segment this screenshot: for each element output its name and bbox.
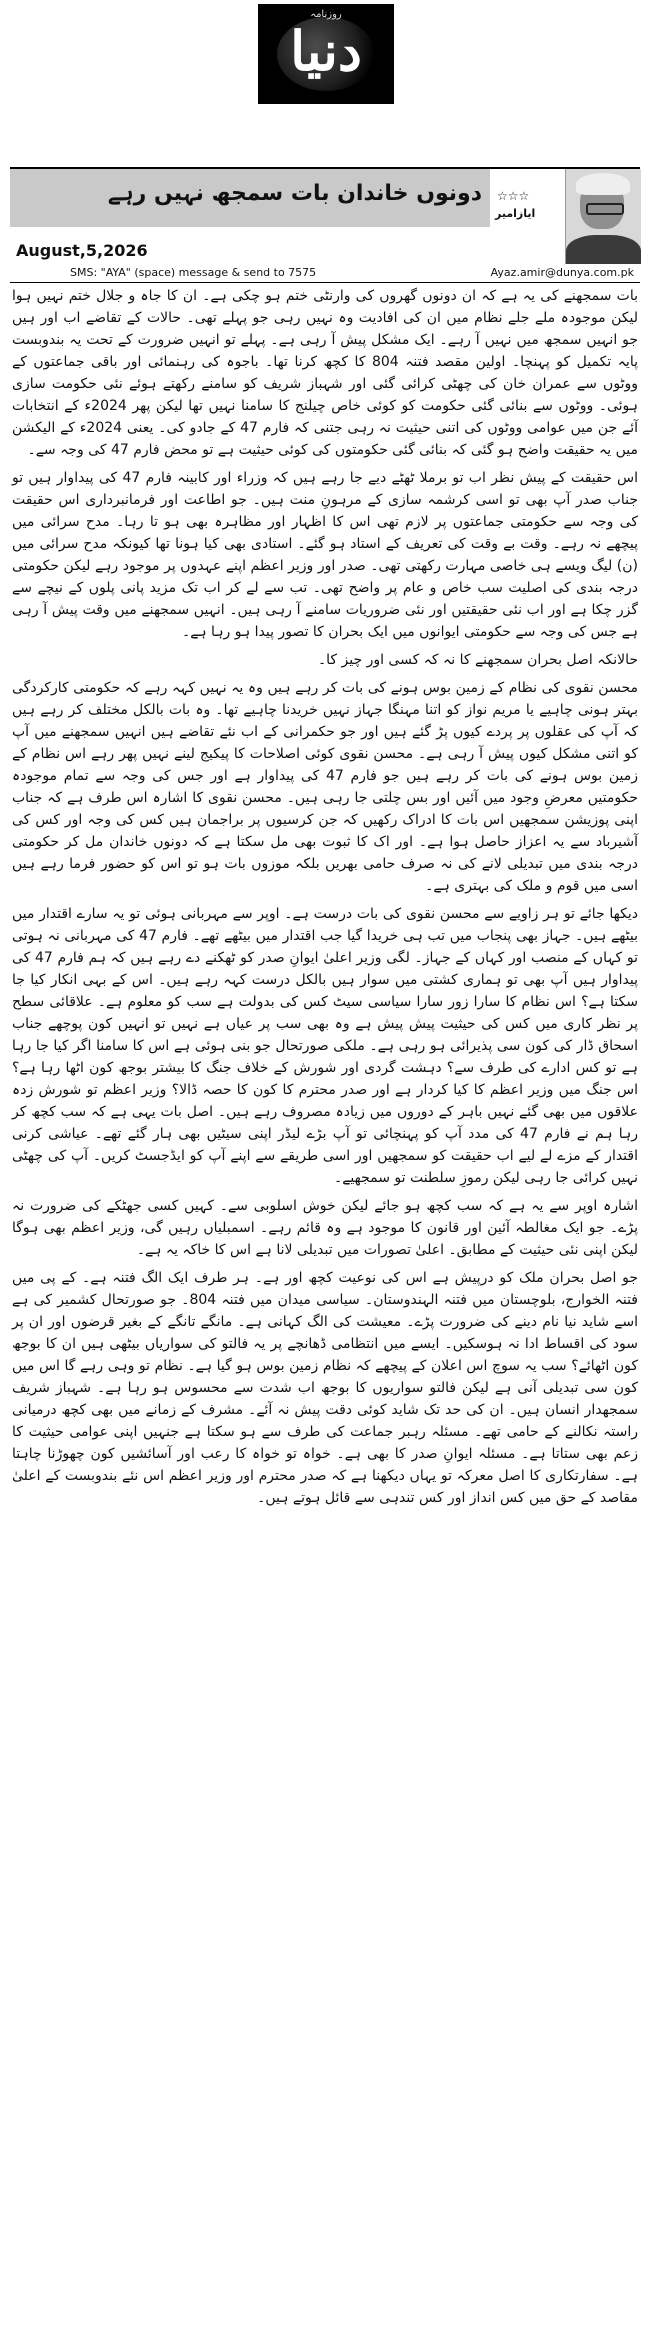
paragraph: اس حقیقت کے پیش نظر اب تو برملا ٹھٹے دیے جا رہے ہیں کہ وزراء اور کابینہ فارم 47 کی پیداوار ہیں تو جناب صدر آپ بھی تو اسی کرشمہ سازی کے مرہونِ منت ہیں۔ جو اطاعت اور فرمانبرداری اس حقیقت کی وجہ سے حکومتی جماعتوں پر لازم تھی اس کا اظہار اور مظاہرہ بھی ہو تا رہا۔ مدح سرائی میں پیچھے نہ رہے۔ وقت بے وقت کی تعریف کے استاد ہو گئے۔ استادی بھی کیا ہونا تھا کیونکہ مدح سرائی میں (ن) لیگ ویسے ہی خاصی مہارت رکھتی تھی۔ صدر اور وزیر اعظم اپنے عہدوں پر موجود رہے لیکن حکومتی درجہ بندی کی اصلیت سب خاص و عام پر واضح تھی۔ تب سے لے کر اب تک مزید پانی پلوں کے نیچے سے گزر چکا ہے اور اب نئی حقیقتیں اور نئی ضروریات سامنے آ رہی ہیں۔ انہیں سمجھنے میں وقت پیش آ رہی ہے جس کی وجہ سے حکومتی ایوانوں میں ایک بحران کا تصور پیدا ہو رہا ہے۔ [12,470,639,640]
headline-banner [10,169,490,260]
photo-glasses [586,203,624,215]
author-name: ایازامیر [495,207,536,220]
author-photo [565,169,641,264]
logo-text: دنیا [290,19,362,83]
headline: دونوں خاندان بات سمجھ نہیں رہے [107,181,482,206]
paragraph: دیکھا جائے تو ہر زاویے سے محسن نقوی کی بات درست ہے۔ اوپر سے مہربانی ہوئی تو یہ سارے اقتدار میں بیٹھے ہیں۔ جہاز بھی پنجاب میں تب ہی خریدا گیا جب اقتدار میں بیٹھے تھے۔ فارم 47 کی مہربانی نہ ہوتی تو کہاں کے منصب اور کہاں کے جہاز۔ لگی وزیر اعلیٰ ایوانِ صدر کو ٹھکنے دے رہے ہیں کہ ہم فارم 47 کی پیداوار ہیں آپ بھی تو ہماری کشتی میں سوار ہیں بالکل درست کہہ رہے ہیں۔ اس کے بہی انکار کیا جا سکتا ہے؟ اس نظام کا سارا زور سارا سیاسی سیٹ کس کی بدولت ہے سب کو معلوم ہے۔ علاقائی سطح پر نظر کاری میں کس کی حیثیت پیش پیش ہے وہ بھی سب پر عیاں ہے نہیں تو انہیں کون پوچھے جناب اسحاق ڈار کی کون سی پذیرائی ہو رہی ہے۔ ملکی صورتحال جو بنی ہوئی ہے اس کا سامنا اگر کیا جا رہا ہے تو کس ادارے کی طرف سے؟ دہشت گردی اور شورش کے خلاف جنگ کا بیشتر بوجھ کون اٹھا رہا ہے؟ اس جنگ میں وزیر اعظم کا کیا کردار ہے اور صدر محترم کا کون کا حصہ ڈالا؟ وزیر اعظم تو شورش زدہ علاقوں میں بھی گئے نہیں باہر کے دوروں میں زیادہ مصروف رہے ہیں۔ اصل بات یہی ہے کہ سب کچھ کر رہا ہم نے فارم 47 کی مدد آپ کو پہنچائی تو آپ بڑے لیڈر اپنی سیٹیں بھی ہار گئے تھے۔ عیاشی کرنی اقتدار کے مزے لے لیے اب حقیقت کو سمجھیں اور اسی طریقے سے اپنے آپ کو ایڈجسٹ کریں۔ آپ کی چھٹی نہیں کرائی جا رہی لیکن رموزِ سلطنت تو سمجھیے۔ [12,906,639,1186]
article-body [12,285,638,1515]
photo-hair [576,173,630,195]
paragraph: اشارہ اوپر سے یہ ہے کہ سب کچھ ہو جائے لیکن خوش اسلوبی سے۔ کہیں کسی جھٹکے کی ضرورت نہ پڑے۔ جو ایک مغالطہ آئین اور قانون کا موجود ہے وہ قائم رہے۔ اسمبلیاں رہیں گی، وزیر اعظم بھی ہوگا لیکن اپنی نئی حیثیت کے مطابق۔ اعلیٰ تصورات میں تبدیلی لانا ہے اس کا خاکہ یہ ہے۔ [12,1198,638,1258]
date: August,5,2026 [16,241,148,260]
paragraph: محسن نقوی کی نظام کے زمین بوس ہونے کی بات کر رہے ہیں وہ یہ نہیں کہہ رہے کہ حکومتی کارکردگی بہتر ہونی چاہیے یا مریم نواز کو اتنا مہنگا جہاز نہیں خریدنا چاہیے تھا۔ وہ بات بالکل مختلف کر رہے ہیں کہ آپ کی عقلوں پر پردے کیوں پڑ گئے ہیں اور جو حکمرانی کے اب نئے تقاضے ہیں انہیں سمجھنے میں آپ کو اتنی مشکل کیوں پیش آ رہی ہے۔ محسن نقوی کوئی اصلاحات کا پیکیج لینے نہیں پھر رہے اس نظام کے زمین بوس ہونے کی بات کر رہے ہیں جو فارم 47 کی پیداوار ہے اور جس کی وجہ سے تمام موجودہ حکومتیں معرضِ وجود میں آئیں اور بس چلتی جا رہی ہیں۔ محسن نقوی کا اشارہ اس طرف ہے کہ جناب اپنی پوزیشن سمجھیں اس بات کا ادراک رکھیں کہ جن کرسیوں پر براجمان ہیں کس کی وجہ اور کس کی آشیرباد سے یہ اعزاز حاصل ہوا ہے۔ اور اک کا ثبوت بھی مل سکتا ہے کہ دونوں خاندان مل کر حکومتی درجہ بندی میں تبدیلی لانے کی نہ صرف حامی بھریں بلکہ موزوں بات ہو تو اس کو حضور فرما رہے ہیں اسی میں قوم و ملک کی بہتری ہے۔ [12,680,638,894]
sms-line: SMS: "AYA" (space) message & send to 7575 [70,266,317,279]
stars-icon: ☆☆☆ [497,189,530,203]
masthead-logo [258,4,392,102]
column-header [10,167,640,283]
logo-subtitle: روزنامہ [310,9,342,20]
paragraph: حالانکہ اصل بحران سمجھنے کا نہ کہ کسی اور چیز کا۔ [317,652,638,668]
email-link[interactable]: Ayaz.amir@dunya.com.pk [490,266,634,279]
paragraph: جو اصل بحران ملک کو درپیش ہے اس کی نوعیت کچھ اور ہے۔ ہر طرف ایک الگ فتنہ ہے۔ کے پی میں فتنہ الخوارج، بلوچستان میں فتنہ الہندوستان۔ سیاسی میدان میں فتنہ 804۔ جو صورتحال کشمیر کی ہے اسے شاید نیا نام دینے کی ضرورت پڑے۔ معیشت کی الگ کہانی ہے۔ مانگے تانگے کے بغیر قرضوں اور ان پر سود کی اقساط ادا نہ ہوسکیں۔ ایسے میں انتظامی ڈھانچے پر یہ فالتو کی سواریاں بیٹھی ہیں ان کا بوجھ کون اٹھائے؟ سب یہ سوچ اس اعلان کے پیچھے کہ نظام زمین بوس ہو گیا ہے۔ نظام تو وہی رہے گا اس میں کون سی تبدیلی آنی ہے لیکن فالتو سواریوں کا بوجھ اب شدت سے محسوس ہو رہا ہے۔ شہباز شریف سمجھدار انسان ہیں۔ ان کی حد تک شاید کوئی دقت پیش نہ آئے۔ مشرف کے زمانے میں بھی کچھ درمیانی راستہ نکالنے کے حامی تھے۔ مسئلہ رہبر جماعت کی طرف سے ہو سکتا ہے جنہیں اپنی عوامی حیثیت کا زعم بھی ستاتا ہے۔ مسئلہ ایوانِ صدر کا بھی ہے۔ خواہ تو خواہ کا رعب اور آسائشیں کون چھوڑنا چاہتا ہے۔ سفارتکاری کا اصل معرکہ تو یہاں دیکھنا ہے کہ صدر محترم اور وزیر اعظم اس نئے بندوبست کے اعلیٰ مقاصد کے حق میں کس انداز اور کس تندہی سے قائل ہوتے ہیں۔ [12,1270,638,1506]
logo-box [258,4,394,104]
photo-shoulders [566,235,641,264]
paragraph: بات سمجھنے کی یہ ہے کہ ان دونوں گھروں کی وارنٹی ختم ہو چکی ہے۔ ان کا جاہ و جلال ختم نہیں ہوا لیکن موجودہ ملے جلے نظام میں ان کی افادیت وہ نہیں رہی جو پہلے تھی۔ حالات کے تقاضے اب اور ہیں جو انہیں سمجھ میں نہیں آ رہے۔ ایک مشکل پیش آ رہی ہے۔ پہلے تو انہیں ضرورت کے تحت یہ بندوبست پایہ تکمیل کو پہنچا۔ اولین مقصد فتنہ 804 کا کچھ کرنا تھا۔ باجوہ کی رہنمائی اور باقی جماعتوں کے ووٹوں سے عمران خان کی چھٹی کرائی گئی اور شہباز شریف کو سامنے رکھتے ہوئے نئی حکومت سازی ہوئی۔ ووٹوں سے بنائی گئی حکومت کو کوئی خاص چیلنج کا سامنا نہیں تھا لیکن پھر 2024ء کے انتخابات آئے جن میں عوامی ووٹوں کی اتنی حیثیت نہ رہی جتنی کہ فارم 47 کے جادو کی۔ یعنی 2024ء کے الیکشن میں یہ حقیقت واضح ہو گئی کہ بنائی گئی حکومتوں کی کوئی حیثیت ہے تو محض فارم 47 کی وجہ سے۔ [12,288,638,458]
